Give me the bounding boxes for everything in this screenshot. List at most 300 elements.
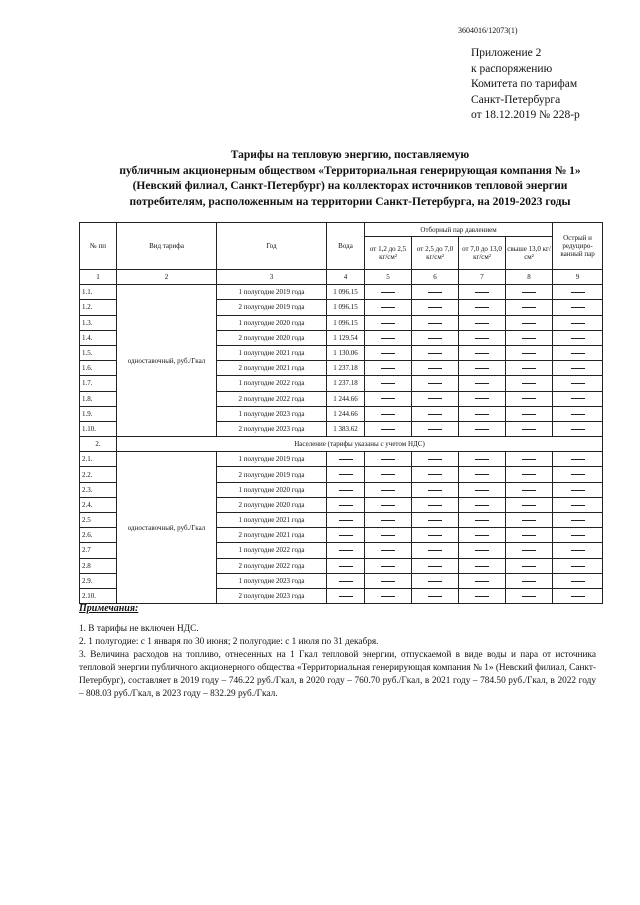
dash-mark — [475, 353, 489, 354]
dash-cell — [506, 452, 553, 467]
dash-mark — [475, 596, 489, 597]
dash-cell — [365, 558, 412, 573]
dash-mark — [475, 398, 489, 399]
dash-cell — [327, 543, 365, 558]
col-number: 5 — [365, 270, 412, 285]
appendix-line: от 18.12.2019 № 228-р — [471, 109, 580, 121]
dash-cell — [506, 315, 553, 330]
dash-cell — [553, 482, 603, 497]
dash-cell — [365, 513, 412, 528]
dash-cell — [553, 528, 603, 543]
row-number: 1.10. — [80, 421, 117, 436]
water-value: 1 096.15 — [327, 315, 365, 330]
notes-block — [79, 623, 596, 701]
dash-cell — [506, 467, 553, 482]
title-line: (Невский филиал, Санкт-Петербург) на коллекторах источников тепловой энергии — [132, 180, 568, 192]
dash-mark — [475, 414, 489, 415]
dash-mark — [381, 581, 395, 582]
period: 2 полугодие 2019 года — [217, 467, 327, 482]
dash-cell — [506, 376, 553, 391]
header-num: № пп — [80, 223, 117, 270]
dash-cell — [365, 497, 412, 512]
dash-mark — [522, 596, 536, 597]
dash-mark — [428, 323, 442, 324]
dash-mark — [522, 398, 536, 399]
title-line: публичным акционерным обществом «Территориальная генерирующая компания № 1» — [119, 164, 581, 177]
dash-cell — [365, 361, 412, 376]
dash-mark — [381, 566, 395, 567]
dash-cell — [459, 376, 506, 391]
dash-mark — [381, 383, 395, 384]
dash-mark — [522, 550, 536, 551]
dash-cell — [553, 573, 603, 588]
dash-cell — [506, 285, 553, 300]
dash-cell — [365, 406, 412, 421]
period: 2 полугодие 2021 года — [217, 528, 327, 543]
header-pressure-1: от 1,2 до 2,5 кг/см² — [365, 237, 412, 270]
row-number: 2.5 — [80, 513, 117, 528]
water-value: 1 237.18 — [327, 376, 365, 391]
dash-cell — [327, 497, 365, 512]
dash-mark — [475, 490, 489, 491]
period: 1 полугодие 2020 года — [217, 315, 327, 330]
dash-mark — [428, 535, 442, 536]
period: 1 полугодие 2021 года — [217, 513, 327, 528]
dash-cell — [412, 528, 459, 543]
header-pressure-3: от 7,0 до 13,0 кг/см² — [459, 237, 506, 270]
dash-cell — [327, 513, 365, 528]
dash-mark — [428, 550, 442, 551]
dash-mark — [571, 459, 585, 460]
row-number: 2.7 — [80, 543, 117, 558]
dash-cell — [459, 467, 506, 482]
dash-cell — [365, 330, 412, 345]
dash-cell — [553, 406, 603, 421]
period: 1 полугодие 2022 года — [217, 543, 327, 558]
dash-cell — [459, 588, 506, 603]
dash-cell — [412, 482, 459, 497]
dash-mark — [381, 474, 395, 475]
dash-mark — [571, 429, 585, 430]
dash-mark — [522, 535, 536, 536]
dash-cell — [459, 558, 506, 573]
header-steam-group: Отборный пар давлением — [365, 223, 553, 237]
period: 1 полугодие 2019 года — [217, 452, 327, 467]
dash-mark — [381, 414, 395, 415]
dash-cell — [459, 452, 506, 467]
dash-mark — [428, 414, 442, 415]
dash-mark — [381, 596, 395, 597]
dash-cell — [365, 482, 412, 497]
dash-cell — [365, 421, 412, 436]
dash-cell — [412, 452, 459, 467]
dash-cell — [459, 315, 506, 330]
dash-cell — [327, 558, 365, 573]
dash-cell — [506, 361, 553, 376]
section-number: 2. — [80, 437, 117, 452]
water-value: 1 096.15 — [327, 300, 365, 315]
dash-cell — [412, 376, 459, 391]
dash-mark — [522, 307, 536, 308]
dash-mark — [522, 383, 536, 384]
dash-cell — [327, 452, 365, 467]
dash-mark — [475, 581, 489, 582]
period: 2 полугодие 2021 года — [217, 361, 327, 376]
table-row — [80, 452, 603, 467]
dash-cell — [365, 345, 412, 360]
dash-cell — [459, 497, 506, 512]
dash-mark — [428, 398, 442, 399]
period: 2 полугодие 2023 года — [217, 421, 327, 436]
dash-mark — [381, 490, 395, 491]
dash-mark — [475, 368, 489, 369]
header-sharp-steam: Острый и редуциро-ванный пар — [553, 223, 603, 270]
row-number: 1.7. — [80, 376, 117, 391]
col-number: 8 — [506, 270, 553, 285]
dash-cell — [412, 406, 459, 421]
dash-cell — [459, 391, 506, 406]
dash-mark — [571, 398, 585, 399]
col-number: 4 — [327, 270, 365, 285]
dash-mark — [381, 323, 395, 324]
dash-cell — [412, 285, 459, 300]
dash-mark — [339, 581, 353, 582]
dash-mark — [339, 596, 353, 597]
dash-mark — [571, 474, 585, 475]
col-number: 6 — [412, 270, 459, 285]
dash-cell — [553, 452, 603, 467]
dash-cell — [553, 543, 603, 558]
dash-mark — [522, 323, 536, 324]
dash-mark — [381, 307, 395, 308]
dash-cell — [459, 361, 506, 376]
column-number-row — [80, 270, 603, 285]
dash-mark — [381, 368, 395, 369]
dash-cell — [459, 285, 506, 300]
dash-mark — [571, 581, 585, 582]
dash-mark — [475, 307, 489, 308]
dash-mark — [428, 490, 442, 491]
dash-cell — [365, 315, 412, 330]
row-number: 2.4. — [80, 497, 117, 512]
dash-mark — [475, 566, 489, 567]
dash-mark — [428, 474, 442, 475]
dash-mark — [522, 459, 536, 460]
dash-mark — [571, 520, 585, 521]
dash-mark — [475, 292, 489, 293]
dash-mark — [381, 353, 395, 354]
dash-cell — [506, 513, 553, 528]
water-value: 1 130.06 — [327, 345, 365, 360]
dash-cell — [412, 361, 459, 376]
dash-mark — [428, 353, 442, 354]
tariff-type: одноставочный, руб./Гкал — [117, 285, 217, 437]
dash-mark — [571, 383, 585, 384]
row-number: 1.9. — [80, 406, 117, 421]
dash-cell — [553, 467, 603, 482]
dash-cell — [412, 345, 459, 360]
dash-cell — [459, 406, 506, 421]
dash-cell — [412, 300, 459, 315]
header-year: Год — [217, 223, 327, 270]
dash-mark — [522, 368, 536, 369]
dash-cell — [553, 558, 603, 573]
dash-cell — [412, 391, 459, 406]
dash-cell — [553, 315, 603, 330]
dash-mark — [571, 596, 585, 597]
header-pressure-2: от 2,5 до 7,0 кг/см² — [412, 237, 459, 270]
dash-cell — [459, 330, 506, 345]
dash-cell — [365, 543, 412, 558]
dash-mark — [522, 566, 536, 567]
dash-mark — [475, 505, 489, 506]
dash-mark — [339, 566, 353, 567]
header-type: Вид тарифа — [117, 223, 217, 270]
dash-mark — [339, 474, 353, 475]
dash-mark — [428, 368, 442, 369]
dash-cell — [365, 573, 412, 588]
dash-cell — [459, 543, 506, 558]
dash-mark — [522, 353, 536, 354]
dash-mark — [339, 550, 353, 551]
dash-cell — [506, 391, 553, 406]
dash-mark — [571, 353, 585, 354]
dash-mark — [522, 292, 536, 293]
dash-mark — [475, 474, 489, 475]
dash-cell — [365, 528, 412, 543]
dash-cell — [412, 588, 459, 603]
dash-mark — [381, 535, 395, 536]
dash-mark — [571, 490, 585, 491]
dash-cell — [553, 376, 603, 391]
dash-cell — [365, 452, 412, 467]
dash-mark — [522, 581, 536, 582]
title-line: потребителям, расположенным на территории Санкт-Петербурга, на 2019-2023 годы — [129, 195, 571, 208]
dash-cell — [412, 421, 459, 436]
dash-mark — [522, 490, 536, 491]
appendix-line: Санкт-Петербурга — [471, 93, 561, 106]
dash-mark — [428, 429, 442, 430]
period: 2 полугодие 2022 года — [217, 391, 327, 406]
dash-cell — [506, 543, 553, 558]
dash-mark — [428, 505, 442, 506]
note-item: 3. Величина расходов на топливо, отнесенных на 1 Гкал тепловой энергии, отпускаемой в виде воды и пара от источника тепловой энергии публичного акционерного общества «Территориальная генерирующая компания № 1» (Невский филиал, Санкт-Петербург), составляет в 2019 году – 746.22 руб./Гкал, в 2020 году – 760.70 руб./Гкал, в 2021 году – 784.50 руб./Гкал, в 2022 году – 808.03 руб./Гкал, в 2023 году – 832.29 руб./Гкал. — [79, 650, 596, 699]
dash-mark — [522, 474, 536, 475]
dash-cell — [365, 467, 412, 482]
dash-mark — [339, 459, 353, 460]
dash-mark — [475, 338, 489, 339]
col-number: 7 — [459, 270, 506, 285]
dash-cell — [553, 345, 603, 360]
row-number: 1.5. — [80, 345, 117, 360]
dash-cell — [553, 300, 603, 315]
period: 2 полугодие 2022 года — [217, 558, 327, 573]
dash-cell — [459, 421, 506, 436]
dash-mark — [428, 338, 442, 339]
dash-cell — [412, 467, 459, 482]
row-number: 1.2. — [80, 300, 117, 315]
dash-cell — [327, 528, 365, 543]
dash-mark — [571, 566, 585, 567]
dash-mark — [381, 520, 395, 521]
row-number: 2.8 — [80, 558, 117, 573]
col-number: 2 — [117, 270, 217, 285]
period: 1 полугодие 2023 года — [217, 406, 327, 421]
dash-cell — [459, 300, 506, 315]
dash-mark — [428, 596, 442, 597]
period: 1 полугодие 2020 года — [217, 482, 327, 497]
dash-cell — [327, 467, 365, 482]
dash-cell — [412, 573, 459, 588]
water-value: 1 237.18 — [327, 361, 365, 376]
col-number: 9 — [553, 270, 603, 285]
dash-mark — [381, 429, 395, 430]
dash-mark — [522, 338, 536, 339]
dash-cell — [506, 330, 553, 345]
dash-mark — [428, 520, 442, 521]
row-number: 2.1. — [80, 452, 117, 467]
dash-cell — [553, 588, 603, 603]
row-number: 2.3. — [80, 482, 117, 497]
row-number: 1.4. — [80, 330, 117, 345]
appendix-line: Комитета по тарифам — [471, 78, 578, 90]
dash-cell — [459, 528, 506, 543]
dash-cell — [412, 558, 459, 573]
dash-mark — [381, 292, 395, 293]
dash-mark — [522, 429, 536, 430]
row-number: 1.8. — [80, 391, 117, 406]
dash-mark — [339, 490, 353, 491]
period: 1 полугодие 2022 года — [217, 376, 327, 391]
dash-mark — [428, 581, 442, 582]
period: 2 полугодие 2020 года — [217, 330, 327, 345]
dash-mark — [571, 338, 585, 339]
water-value: 1 096.15 — [327, 285, 365, 300]
dash-cell — [506, 573, 553, 588]
dash-mark — [522, 505, 536, 506]
document-id: 3604016/12073(1) — [458, 26, 518, 35]
dash-cell — [506, 406, 553, 421]
header-pressure-4: свыше 13,0 кг/см² — [506, 237, 553, 270]
dash-cell — [506, 300, 553, 315]
dash-cell — [553, 330, 603, 345]
dash-mark — [475, 323, 489, 324]
dash-cell — [506, 497, 553, 512]
dash-mark — [428, 292, 442, 293]
dash-mark — [571, 414, 585, 415]
dash-mark — [475, 459, 489, 460]
dash-mark — [571, 505, 585, 506]
dash-cell — [506, 528, 553, 543]
tariff-type: одноставочный, руб./Гкал — [117, 452, 217, 604]
period: 1 полугодие 2023 года — [217, 573, 327, 588]
period: 2 полугодие 2019 года — [217, 300, 327, 315]
appendix-line: к распоряжению — [471, 62, 553, 75]
dash-cell — [506, 558, 553, 573]
period: 1 полугодие 2019 года — [217, 285, 327, 300]
dash-mark — [571, 535, 585, 536]
dash-mark — [571, 550, 585, 551]
row-number: 2.6. — [80, 528, 117, 543]
dash-mark — [381, 505, 395, 506]
dash-cell — [459, 482, 506, 497]
dash-cell — [553, 497, 603, 512]
dash-mark — [571, 292, 585, 293]
dash-cell — [506, 482, 553, 497]
dash-cell — [327, 573, 365, 588]
dash-mark — [339, 535, 353, 536]
dash-mark — [428, 566, 442, 567]
dash-mark — [475, 535, 489, 536]
dash-mark — [428, 383, 442, 384]
dash-mark — [475, 520, 489, 521]
water-value: 1 244.66 — [327, 406, 365, 421]
dash-cell — [365, 285, 412, 300]
table-row — [80, 285, 603, 300]
row-number: 1.1. — [80, 285, 117, 300]
dash-mark — [339, 520, 353, 521]
water-value: 1 383.62 — [327, 421, 365, 436]
appendix-line: Приложение 2 — [471, 47, 542, 59]
dash-mark — [428, 459, 442, 460]
dash-cell — [553, 391, 603, 406]
dash-mark — [475, 383, 489, 384]
dash-cell — [459, 345, 506, 360]
header-water: Вода — [327, 223, 365, 270]
period: 2 полугодие 2020 года — [217, 497, 327, 512]
row-number: 2.9. — [80, 573, 117, 588]
dash-mark — [475, 550, 489, 551]
note-item: 1. В тарифы не включен НДС. — [79, 624, 199, 634]
water-value: 1 244.66 — [327, 391, 365, 406]
row-number: 2.2. — [80, 467, 117, 482]
dash-mark — [381, 398, 395, 399]
notes-title: Примечания: — [79, 603, 139, 614]
col-number: 3 — [217, 270, 327, 285]
dash-cell — [365, 376, 412, 391]
dash-cell — [365, 391, 412, 406]
dash-cell — [506, 588, 553, 603]
dash-cell — [553, 285, 603, 300]
section-label: Население (тарифы указаны с учетом НДС) — [117, 437, 603, 452]
period: 1 полугодие 2021 года — [217, 345, 327, 360]
period: 2 полугодие 2023 года — [217, 588, 327, 603]
section-row — [80, 437, 603, 452]
dash-cell — [412, 497, 459, 512]
appendix-block — [471, 46, 580, 124]
dash-cell — [365, 588, 412, 603]
dash-cell — [459, 573, 506, 588]
dash-mark — [339, 505, 353, 506]
dash-mark — [381, 550, 395, 551]
water-value: 1 129.54 — [327, 330, 365, 345]
dash-cell — [459, 513, 506, 528]
tariff-table — [79, 222, 603, 604]
dash-mark — [571, 323, 585, 324]
row-number: 2.10. — [80, 588, 117, 603]
row-number: 1.3. — [80, 315, 117, 330]
dash-mark — [571, 307, 585, 308]
dash-cell — [412, 330, 459, 345]
dash-mark — [428, 307, 442, 308]
note-item: 2. 1 полугодие: с 1 января по 30 июня; 2 полугодие: с 1 июля по 31 декабря. — [79, 637, 379, 647]
dash-cell — [327, 588, 365, 603]
dash-cell — [412, 315, 459, 330]
title-line: Тарифы на тепловую энергию, поставляемую — [230, 149, 470, 161]
row-number: 1.6. — [80, 361, 117, 376]
dash-cell — [412, 543, 459, 558]
dash-mark — [381, 338, 395, 339]
